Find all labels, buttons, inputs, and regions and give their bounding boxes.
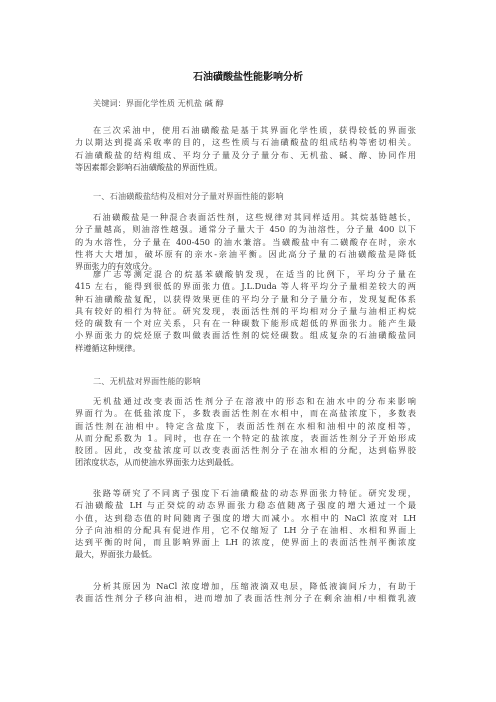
- text-line: 达到平衡的时间，而且影响界面上 LH 的浓度，使界面上的表面活性剂平衡浓度: [75, 537, 416, 548]
- text-line: 廖广志等测定混合的烷基苯磺酸钠发现，在适当的比例下，平均分子量在: [93, 269, 416, 279]
- text-line: 等因素都会影响石油磺酸盐的界面性质。: [75, 161, 223, 172]
- section2-paragraph-2: [75, 487, 416, 561]
- text-line: 无机盐通过改变表面活性剂分子在溶液中的形态和在油水中的分布来影响: [93, 396, 416, 406]
- text-line: 胶团。因此，改变盐浓度可以改变表面活性剂分子在油水相的分配，达到临界胶: [75, 445, 416, 456]
- text-line: 415 左右，能得到很低的界面张力值。J.L.Duda 等人将平均分子量相差较大的两: [75, 281, 416, 292]
- text-line: 面活性剂在油相中。特定含盐度下，表面活性剂在水相和油相中的浓度相等，: [75, 420, 416, 431]
- section-heading-2: 二、无机盐对界面性能的影响: [93, 376, 201, 386]
- keywords-line: 关键词：界面化学性质 无机盐 碱 醇: [93, 98, 224, 108]
- section1-paragraph-1: [75, 211, 416, 272]
- text-line: 张路等研究了不同离子强度下石油磺酸盐的动态界面张力特征。研究发现，: [93, 488, 416, 498]
- section1-paragraph-2: [75, 268, 416, 354]
- text-line: 石油磺酸盐的结构组成、平均分子量及分子量分布、无机盐、碱、醇、协同作用: [75, 149, 416, 160]
- text-line: 小值，达到稳态值的时间随离子强度的增大而减小。水相中的 NaCl 浓度对 LH: [75, 512, 416, 523]
- section-heading-1: 一、石油磺酸盐结构及相对分子量对界面性能的影响: [93, 191, 284, 201]
- text-line: 最大，界面张力最低。: [75, 549, 157, 560]
- text-line: 种石油磺酸盐复配，以获得效果更佳的平均分子量和分子量分布，发现复配体系: [75, 293, 416, 304]
- text-line: 石油磺酸盐是一种混合表面活性剂，这些规律对其同样适用。其烷基链越长，: [93, 212, 416, 222]
- text-line: 烃的碳数有一个对应关系，只有在一种碳数下能形成超低的界面张力。能产生最: [75, 318, 416, 329]
- text-line: 分析其原因为 NaCl 浓度增加，压缩液滴双电层，降低液滴间斥力，有助于: [93, 581, 416, 591]
- text-line: 性将大大增加，破坏原有的亲水-亲油平衡。因此高分子量的石油磺酸盐是降低: [75, 248, 416, 259]
- text-line: 从而分配系数为 1。同时，也存在一个特定的盐浓度，表面活性剂分子开始形成: [75, 432, 416, 443]
- section2-paragraph-3: [75, 580, 416, 605]
- text-line: 界面行为。在低盐浓度下，多数表面活性剂在水相中，而在高盐浓度下，多数表: [75, 408, 416, 419]
- text-line: 具有较好的相行为特征。研究发现，表面活性剂的平均相对分子量与油相正构烷: [75, 305, 416, 316]
- text-line: 界面张力的有效成分。: [75, 261, 157, 272]
- text-line: 分子量越高，则油溶性越强。通常分子量大于 450 的为油溶性，分子量 400 以下: [75, 224, 416, 235]
- text-line: 样遵循这种规律。: [75, 342, 141, 353]
- text-line: 团浓度状态，从而使油水界面张力达到最低。: [75, 457, 239, 468]
- text-line: 石油磺酸盐 LH 与正癸烷的动态界面张力稳态值随离子强度的增大通过一个最: [75, 500, 416, 511]
- text-line: 力以期达到提高采收率的目的，这些性质与石油磺酸盐的组成结构等密切相关。: [75, 137, 416, 148]
- text-line: 小界面张力的烷烃原子数叫做表面活性剂的烷烃碳数。组成复杂的石油磺酸盐同: [75, 330, 416, 341]
- text-line: 在三次采油中，使用石油磺酸盐是基于其界面化学性质，获得较低的界面张: [93, 125, 416, 135]
- text-line: 的为水溶性，分子量在 400-450 的油水兼溶。当磺酸盐中有二磺酸存在时，亲水: [75, 236, 416, 247]
- text-line: 分子向油相的分配具有促进作用，它不仅缩短了 LH 分子在油相、水相和界面上: [75, 524, 416, 535]
- document-title: 石油磺酸盐性能影响分析: [193, 72, 303, 83]
- intro-paragraph: [75, 124, 416, 173]
- section2-paragraph-1: [75, 395, 416, 469]
- text-line: 表面活性剂分子移向油相，进而增加了表面活性剂分子在剩余油相/中相微乳液: [75, 593, 416, 604]
